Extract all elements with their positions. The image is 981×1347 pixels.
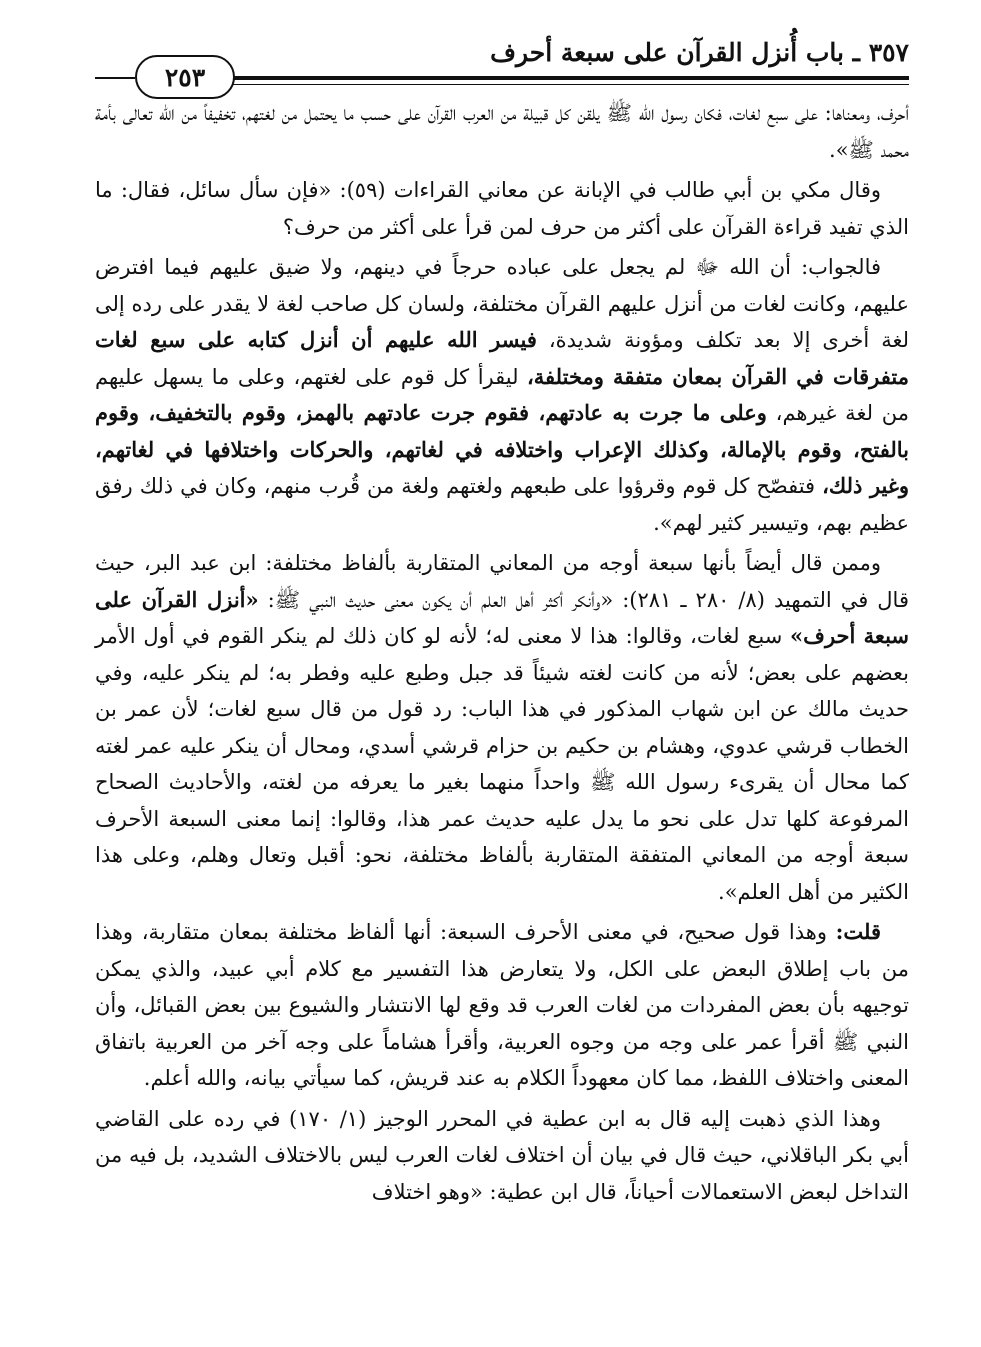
- header-rule-left: [95, 77, 135, 79]
- body-text: [95, 95, 909, 1210]
- page-number: ٢٥٣: [164, 62, 206, 92]
- text-run: وهذا الذي ذهبت إليه قال به ابن عطية في المحرر الوجيز (١/ ١٧٠) في رده على القاضي أبي بكر الباقلاني، حيث قال في بيان أن اختلاف لغات العرب ليس بالاختلاف الشديد، بل فيه من التداخل لبعض الاستعمالات أحياناً، قال ابن عطية: «وهو اختلاف: [95, 1106, 909, 1204]
- text-run: وممن قال أيضاً بأنها سبعة أوجه من المعاني المتقاربة بألفاظ مختلفة: ابن عبد البر، حيث قال في التمهيد (٨/ ٢٨٠ ـ ٢٨١): «وأنكر أكثر أهل العلم أن يكون معنى حديث النبي ﷺ:: [95, 551, 909, 612]
- text-run: سبع لغات، وقالوا: هذا لا معنى له؛ لأنه لو كان ذلك لم ينكر القوم في أول الأمر بعضهم على بعض؛ لأنه من كانت لغته شيئاً قد جبل وطبع عليه وفطر به؛ لم ينكر عليه، وفي حديث مالك عن ابن شهاب المذكور في هذا الباب: رد قول من قال سبع لغات؛ لأن عمر بن الخطاب قرشي عدوي، وهشام بن حكيم بن حزام قرشي أسدي، ومحال أن ينكر عليه عمر لغته كما محال أن يقرىء رسول الله ﷺ واحداً منهما بغير ما يعرفه من لغته، والأحاديث الصحاح المرفوعة كلها تدل على نحو ما يدل عليه حديث عمر هذا، وقالوا: إنما معنى السبعة الأحرف سبعة أوجه من المعاني المتفقة المتقاربة بألفاظ مختلفة، نحو: أقبل وتعال وهلم، وعلى هذا الكثير من أهل العلم».: [95, 624, 909, 904]
- paragraph: [95, 545, 909, 910]
- paragraph: [95, 914, 909, 1097]
- paragraph: [95, 249, 909, 541]
- text-run: وهذا قول صحيح، في معنى الأحرف السبعة: أنها ألفاظ مختلفة بمعان متقاربة، وهذا من باب إطلاق البعض على الكل، ولا يتعارض هذا التفسير مع كلام أبي عبيد، والذي يمكن توجيهه بأن بعض المفردات من لغات العرب قد وقع لها الانتشار والشيوع بين بعض القبائل، وأن النبي ﷺ أقرأ عمر على وجه من وجوه العربية، وأقرأ هشاماً على وجه آخر من العربية باتفاق المعنى واختلاف اللفظ، مما كان معهوداً الكلام به عند قريش، كما سيأتي بيانه، والله أعلم.: [95, 920, 909, 1090]
- running-title: ٣٥٧ ـ باب أُنزل القرآن على سبعة أحرف: [490, 38, 909, 67]
- bold-run: فيسر الله عليهم أن أنزل كتابه على سبع لغات متفرقات في القرآن بمعان متفقة ومختلفة،: [95, 327, 909, 389]
- header-rule-thick: [233, 76, 909, 80]
- header-rule-thin: [233, 84, 909, 85]
- paragraph: [95, 1101, 909, 1211]
- text-run: فتفصّح كل قوم وقرؤوا على طبعهم ولغتهم ولغة من قُرب منهم، وكان في ذلك رفق عظيم بهم، وتيسير كثير لهم».: [95, 474, 909, 535]
- text-run: أحرف، ومعناها: على سبع لغات، فكان رسول الله ﷺ يلقن كل قبيلة من العرب القرآن على حسب ما يحتمل من لغتهم، تخفيفاً من الله تعالى بأمة محمد ﷺ».: [95, 101, 909, 162]
- bold-run: قلت:: [835, 919, 881, 944]
- page-number-badge: [135, 55, 235, 99]
- text-run: فالجواب: أن الله ﷻ لم يجعل على عباده حرجاً في دينهم، ولا ضيق عليهم فيما افترض عليهم، وكانت لغات من أنزل عليهم القرآن مختلفة، ولسان كل صاحب لغة لا يقدر على رده إلى لغة أخرى إلا بعد تكلف ومؤونة شديدة،: [95, 255, 910, 352]
- bold-run: وعلى ما جرت به عادتهم، فقوم جرت عادتهم بالهمز، وقوم بالتخفيف، وقوم بالفتح، وقوم بالإمالة، وكذلك الإعراب واختلافه في لغاتهم، والحركات واختلافها في لغاتهم، وغير ذلك،: [95, 400, 909, 498]
- bold-run: «أنزل القرآن على سبعة أحرف»: [95, 586, 909, 648]
- paragraph: [95, 95, 909, 168]
- page-header: [95, 0, 909, 95]
- text-run: وقال مكي بن أبي طالب في الإبانة عن معاني القراءات (٥٩): «فإن سأل سائل، فقال: ما الذي تفيد قراءة القرآن على أكثر من حرف لمن قرأ على أكثر من حرف؟: [95, 178, 909, 239]
- paragraph: [95, 172, 909, 245]
- text-run: ليقرأ كل قوم على لغتهم، وعلى ما يسهل عليهم من لغة غيرهم،: [95, 364, 909, 425]
